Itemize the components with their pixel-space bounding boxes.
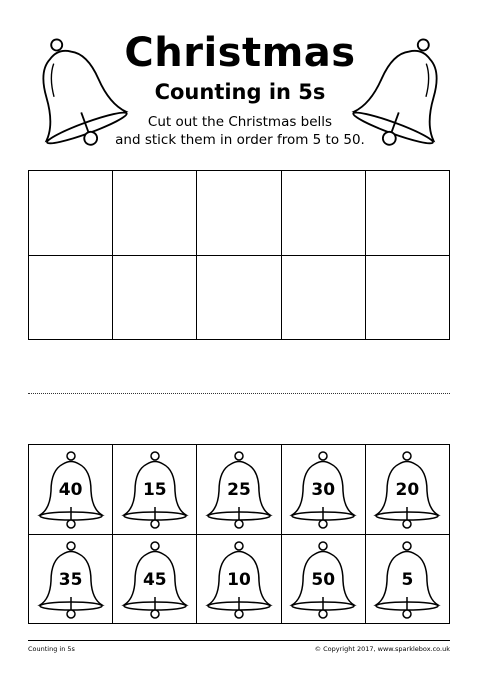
answer-cell[interactable] [113, 171, 197, 256]
page-subtitle: Counting in 5s [154, 80, 326, 104]
bell-number: 35 [58, 569, 83, 590]
answer-grid [28, 170, 450, 340]
answer-cell[interactable] [366, 171, 450, 256]
answer-cell[interactable] [197, 256, 281, 341]
bell-number: 40 [58, 480, 83, 500]
bell-card[interactable] [29, 445, 113, 535]
bell-card[interactable] [29, 535, 113, 625]
footer-copyright: © Copyright 2017, www.sparklebox.co.uk [314, 645, 450, 653]
bell-card[interactable] [113, 535, 197, 625]
bell-number: 50 [311, 569, 336, 590]
instruction-line-1: Cut out the Christmas bells [147, 114, 333, 130]
footer-divider [28, 640, 450, 641]
bell-card[interactable] [366, 445, 450, 535]
answer-cell[interactable] [366, 256, 450, 341]
bell-number: 45 [142, 569, 167, 590]
bell-number: 5 [401, 569, 414, 590]
bell-card-grid [28, 444, 450, 624]
bell-number: 10 [227, 569, 251, 590]
answer-cell[interactable] [282, 171, 366, 256]
page-title: Christmas [124, 30, 356, 76]
bell-card[interactable] [366, 535, 450, 625]
bell-number: 20 [395, 480, 420, 500]
cut-line [28, 393, 450, 394]
bell-card[interactable] [197, 445, 281, 535]
footer-title: Counting in 5s [28, 645, 75, 653]
bell-card[interactable] [113, 445, 197, 535]
bell-card[interactable] [197, 535, 281, 625]
instruction-line-2: and stick them in order from 5 to 50. [115, 132, 365, 148]
bell-number: 25 [227, 480, 251, 500]
answer-cell[interactable] [29, 171, 113, 256]
bell-card[interactable] [282, 535, 366, 625]
answer-cell[interactable] [113, 256, 197, 341]
answer-cell[interactable] [197, 171, 281, 256]
answer-cell[interactable] [282, 256, 366, 341]
bell-number: 30 [311, 480, 336, 500]
bell-card[interactable] [282, 445, 366, 535]
bell-number: 15 [142, 480, 167, 500]
answer-cell[interactable] [29, 256, 113, 341]
